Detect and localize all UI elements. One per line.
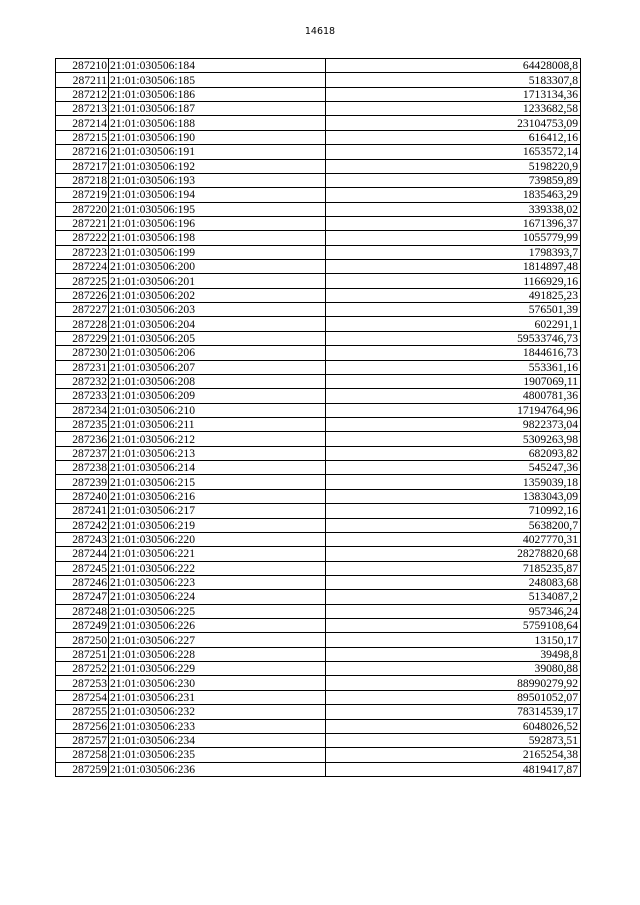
cadastral-number-cell: 21:01:030506:198 — [109, 231, 326, 245]
cadastral-value-cell: 23104753,09 — [326, 116, 581, 130]
cadastral-value-cell: 59533746,73 — [326, 331, 581, 345]
cadastral-value-cell: 710992,16 — [326, 504, 581, 518]
cadastral-value-cell: 2165254,38 — [326, 748, 581, 762]
cadastral-value-cell: 5638200,7 — [326, 518, 581, 532]
row-number-cell: 287247 — [56, 590, 109, 604]
cadastral-number-cell: 21:01:030506:215 — [109, 475, 326, 489]
table-row — [56, 260, 581, 274]
cadastral-number-cell: 21:01:030506:231 — [109, 690, 326, 704]
row-number-cell: 287250 — [56, 633, 109, 647]
cadastral-value-cell: 64428008,8 — [326, 59, 581, 73]
table-row — [56, 676, 581, 690]
row-number-cell: 287230 — [56, 346, 109, 360]
cadastral-number-cell: 21:01:030506:199 — [109, 245, 326, 259]
table-row — [56, 475, 581, 489]
cadastral-value-cell: 739859,89 — [326, 173, 581, 187]
cadastral-number-cell: 21:01:030506:200 — [109, 260, 326, 274]
table-row — [56, 317, 581, 331]
row-number-cell: 287236 — [56, 432, 109, 446]
cadastral-value-cell: 1383043,09 — [326, 489, 581, 503]
cadastral-number-cell: 21:01:030506:228 — [109, 647, 326, 661]
row-number-cell: 287212 — [56, 87, 109, 101]
cadastral-value-cell: 7185235,87 — [326, 561, 581, 575]
row-number-cell: 287218 — [56, 173, 109, 187]
cadastral-number-cell: 21:01:030506:222 — [109, 561, 326, 575]
row-number-cell: 287214 — [56, 116, 109, 130]
table-row — [56, 216, 581, 230]
row-number-cell: 287234 — [56, 403, 109, 417]
table-row — [56, 303, 581, 317]
cadastral-value-cell: 78314539,17 — [326, 705, 581, 719]
cadastral-value-cell: 1814897,48 — [326, 260, 581, 274]
cadastral-number-cell: 21:01:030506:186 — [109, 87, 326, 101]
cadastral-number-cell: 21:01:030506:227 — [109, 633, 326, 647]
cadastral-value-cell: 4027770,31 — [326, 532, 581, 546]
row-number-cell: 287255 — [56, 705, 109, 719]
cadastral-value-cell: 39080,88 — [326, 662, 581, 676]
cadastral-number-cell: 21:01:030506:201 — [109, 274, 326, 288]
cadastral-number-cell: 21:01:030506:236 — [109, 762, 326, 776]
cadastral-number-cell: 21:01:030506:196 — [109, 216, 326, 230]
row-number-cell: 287229 — [56, 331, 109, 345]
table-row — [56, 748, 581, 762]
cadastral-value-cell: 553361,16 — [326, 360, 581, 374]
row-number-cell: 287227 — [56, 303, 109, 317]
table-row — [56, 561, 581, 575]
cadastral-value-cell: 17194764,96 — [326, 403, 581, 417]
cadastral-value-cell: 248083,68 — [326, 575, 581, 589]
cadastral-number-cell: 21:01:030506:229 — [109, 662, 326, 676]
row-number-cell: 287215 — [56, 130, 109, 144]
row-number-cell: 287237 — [56, 446, 109, 460]
table-row — [56, 102, 581, 116]
cadastral-number-cell: 21:01:030506:219 — [109, 518, 326, 532]
table-row — [56, 130, 581, 144]
row-number-cell: 287248 — [56, 604, 109, 618]
row-number-cell: 287228 — [56, 317, 109, 331]
cadastral-number-cell: 21:01:030506:235 — [109, 748, 326, 762]
cadastral-value-cell: 5198220,9 — [326, 159, 581, 173]
cadastral-number-cell: 21:01:030506:234 — [109, 733, 326, 747]
cadastral-number-cell: 21:01:030506:232 — [109, 705, 326, 719]
row-number-cell: 287221 — [56, 216, 109, 230]
table-row — [56, 202, 581, 216]
table-row — [56, 274, 581, 288]
table-row — [56, 346, 581, 360]
cadastral-value-cell: 682093,82 — [326, 446, 581, 460]
table-row — [56, 73, 581, 87]
table-row — [56, 762, 581, 776]
cadastral-number-cell: 21:01:030506:223 — [109, 575, 326, 589]
cadastral-number-cell: 21:01:030506:211 — [109, 417, 326, 431]
row-number-cell: 287223 — [56, 245, 109, 259]
cadastral-number-cell: 21:01:030506:188 — [109, 116, 326, 130]
table-row — [56, 173, 581, 187]
cadastral-value-cell: 5134087,2 — [326, 590, 581, 604]
cadastral-value-cell: 4819417,87 — [326, 762, 581, 776]
cadastral-value-cell: 491825,23 — [326, 288, 581, 302]
table-body — [56, 59, 581, 777]
row-number-cell: 287249 — [56, 619, 109, 633]
table-row — [56, 575, 581, 589]
cadastral-number-cell: 21:01:030506:207 — [109, 360, 326, 374]
cadastral-number-cell: 21:01:030506:233 — [109, 719, 326, 733]
cadastral-value-cell: 1713134,36 — [326, 87, 581, 101]
cadastral-number-cell: 21:01:030506:203 — [109, 303, 326, 317]
table-row — [56, 145, 581, 159]
table-row — [56, 590, 581, 604]
cadastral-value-cell: 28278820,68 — [326, 547, 581, 561]
cadastral-number-cell: 21:01:030506:205 — [109, 331, 326, 345]
cadastral-number-cell: 21:01:030506:210 — [109, 403, 326, 417]
table-row — [56, 245, 581, 259]
row-number-cell: 287246 — [56, 575, 109, 589]
row-number-cell: 287238 — [56, 461, 109, 475]
table-row — [56, 231, 581, 245]
row-number-cell: 287241 — [56, 504, 109, 518]
row-number-cell: 287224 — [56, 260, 109, 274]
cadastral-number-cell: 21:01:030506:193 — [109, 173, 326, 187]
table-row — [56, 690, 581, 704]
table-row — [56, 461, 581, 475]
cadastral-value-cell: 5183307,8 — [326, 73, 581, 87]
cadastral-value-cell: 1671396,37 — [326, 216, 581, 230]
row-number-cell: 287232 — [56, 374, 109, 388]
table-row — [56, 733, 581, 747]
row-number-cell: 287240 — [56, 489, 109, 503]
cadastral-number-cell: 21:01:030506:185 — [109, 73, 326, 87]
row-number-cell: 287222 — [56, 231, 109, 245]
table-row — [56, 389, 581, 403]
table-row — [56, 188, 581, 202]
cadastral-value-cell: 1844616,73 — [326, 346, 581, 360]
cadastral-value-cell: 576501,39 — [326, 303, 581, 317]
cadastral-value-cell: 339338,02 — [326, 202, 581, 216]
table-row — [56, 288, 581, 302]
table-row — [56, 647, 581, 661]
row-number-cell: 287245 — [56, 561, 109, 575]
cadastral-number-cell: 21:01:030506:209 — [109, 389, 326, 403]
row-number-cell: 287244 — [56, 547, 109, 561]
row-number-cell: 287243 — [56, 532, 109, 546]
cadastral-value-cell: 1233682,58 — [326, 102, 581, 116]
row-number-cell: 287213 — [56, 102, 109, 116]
cadastral-value-cell: 9822373,04 — [326, 417, 581, 431]
table-row — [56, 159, 581, 173]
row-number-cell: 287254 — [56, 690, 109, 704]
cadastral-value-cell: 13150,17 — [326, 633, 581, 647]
cadastral-number-cell: 21:01:030506:224 — [109, 590, 326, 604]
cadastral-number-cell: 21:01:030506:220 — [109, 532, 326, 546]
cadastral-number-cell: 21:01:030506:202 — [109, 288, 326, 302]
table-row — [56, 489, 581, 503]
cadastral-number-cell: 21:01:030506:192 — [109, 159, 326, 173]
cadastral-number-cell: 21:01:030506:214 — [109, 461, 326, 475]
cadastral-number-cell: 21:01:030506:191 — [109, 145, 326, 159]
row-number-cell: 287210 — [56, 59, 109, 73]
row-number-cell: 287226 — [56, 288, 109, 302]
cadastral-number-cell: 21:01:030506:217 — [109, 504, 326, 518]
table-row — [56, 633, 581, 647]
cadastral-value-cell: 88990279,92 — [326, 676, 581, 690]
cadastral-value-cell: 1055779,99 — [326, 231, 581, 245]
cadastral-number-cell: 21:01:030506:230 — [109, 676, 326, 690]
cadastral-value-cell: 4800781,36 — [326, 389, 581, 403]
row-number-cell: 287242 — [56, 518, 109, 532]
cadastral-number-cell: 21:01:030506:195 — [109, 202, 326, 216]
table-row — [56, 719, 581, 733]
row-number-cell: 287216 — [56, 145, 109, 159]
row-number-cell: 287257 — [56, 733, 109, 747]
table-row — [56, 403, 581, 417]
row-number-cell: 287258 — [56, 748, 109, 762]
table-row — [56, 705, 581, 719]
row-number-cell: 287233 — [56, 389, 109, 403]
cadastral-value-cell: 5759108,64 — [326, 619, 581, 633]
cadastral-number-cell: 21:01:030506:208 — [109, 374, 326, 388]
table-row — [56, 374, 581, 388]
row-number-cell: 287252 — [56, 662, 109, 676]
row-number-cell: 287235 — [56, 417, 109, 431]
table-row — [56, 432, 581, 446]
table-row — [56, 619, 581, 633]
cadastral-number-cell: 21:01:030506:225 — [109, 604, 326, 618]
row-number-cell: 287256 — [56, 719, 109, 733]
cadastral-value-cell: 602291,1 — [326, 317, 581, 331]
cadastral-number-cell: 21:01:030506:204 — [109, 317, 326, 331]
cadastral-value-cell: 545247,36 — [326, 461, 581, 475]
table-row — [56, 504, 581, 518]
row-number-cell: 287219 — [56, 188, 109, 202]
cadastral-number-cell: 21:01:030506:221 — [109, 547, 326, 561]
row-number-cell: 287253 — [56, 676, 109, 690]
row-number-cell: 287259 — [56, 762, 109, 776]
table-row — [56, 446, 581, 460]
cadastral-value-cell: 592873,51 — [326, 733, 581, 747]
table-row — [56, 547, 581, 561]
cadastral-value-cell: 1835463,29 — [326, 188, 581, 202]
page-number: 14618 — [304, 26, 336, 37]
table-row — [56, 604, 581, 618]
row-number-cell: 287220 — [56, 202, 109, 216]
table-row — [56, 116, 581, 130]
cadastral-value-cell: 1166929,16 — [326, 274, 581, 288]
cadastral-number-cell: 21:01:030506:206 — [109, 346, 326, 360]
row-number-cell: 287225 — [56, 274, 109, 288]
row-number-cell: 287217 — [56, 159, 109, 173]
cadastral-number-cell: 21:01:030506:212 — [109, 432, 326, 446]
cadastral-number-cell: 21:01:030506:194 — [109, 188, 326, 202]
row-number-cell: 287239 — [56, 475, 109, 489]
table-row — [56, 532, 581, 546]
cadastral-number-cell: 21:01:030506:190 — [109, 130, 326, 144]
table-row — [56, 59, 581, 73]
cadastral-value-table — [55, 58, 581, 777]
table-row — [56, 417, 581, 431]
table-row — [56, 360, 581, 374]
cadastral-number-cell: 21:01:030506:216 — [109, 489, 326, 503]
cadastral-value-cell: 39498,8 — [326, 647, 581, 661]
cadastral-value-cell: 957346,24 — [326, 604, 581, 618]
cadastral-value-cell: 89501052,07 — [326, 690, 581, 704]
table-row — [56, 518, 581, 532]
cadastral-value-cell: 1907069,11 — [326, 374, 581, 388]
cadastral-value-cell: 1653572,14 — [326, 145, 581, 159]
table-row — [56, 331, 581, 345]
cadastral-number-cell: 21:01:030506:213 — [109, 446, 326, 460]
cadastral-number-cell: 21:01:030506:184 — [109, 59, 326, 73]
cadastral-number-cell: 21:01:030506:226 — [109, 619, 326, 633]
table-row — [56, 87, 581, 101]
row-number-cell: 287211 — [56, 73, 109, 87]
table-row — [56, 662, 581, 676]
cadastral-value-cell: 5309263,98 — [326, 432, 581, 446]
row-number-cell: 287231 — [56, 360, 109, 374]
cadastral-value-cell: 1798393,7 — [326, 245, 581, 259]
cadastral-number-cell: 21:01:030506:187 — [109, 102, 326, 116]
cadastral-value-cell: 1359039,18 — [326, 475, 581, 489]
cadastral-value-cell: 6048026,52 — [326, 719, 581, 733]
cadastral-value-cell: 616412,16 — [326, 130, 581, 144]
row-number-cell: 287251 — [56, 647, 109, 661]
